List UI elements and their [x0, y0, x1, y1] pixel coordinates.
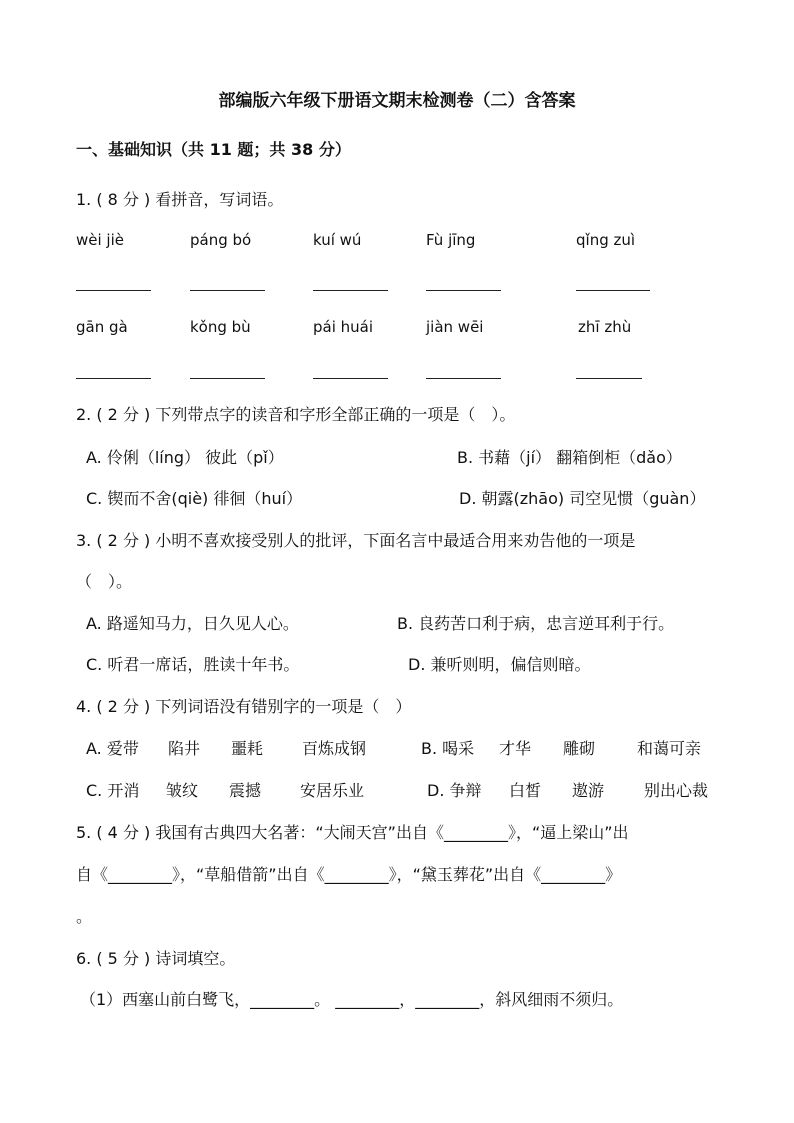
answer-blank[interactable] [313, 290, 388, 291]
question-4-d-word: 遨游 [572, 781, 605, 800]
answer-blank[interactable] [76, 290, 151, 291]
question-3-option-a[interactable]: A. 路遥知马力，日久见人心。 [86, 614, 299, 633]
question-4-b-word: 雕砌 [563, 739, 596, 758]
question-2-option-b[interactable]: B. 书藉（jí） 翻箱倒柜（dǎo） [457, 448, 682, 467]
pinyin-2-1: gān gà [76, 318, 128, 336]
pinyin-2-4: jiàn wēi [426, 318, 484, 336]
question-3-stem-cont: （ ）。 [76, 572, 133, 591]
question-6-stem: 6. ( 5 分 ) 诗词填空。 [76, 949, 236, 968]
question-4-stem: 4. ( 2 分 ) 下列词语没有错别字的一项是（ ） [76, 697, 412, 716]
question-2-option-a[interactable]: A. 伶俐（líng） 彼此（pǐ） [86, 448, 284, 467]
answer-blank[interactable] [576, 378, 642, 379]
page-title: 部编版六年级下册语文期末检测卷（二）含答案 [218, 91, 576, 111]
question-4-d-word: 白皙 [509, 781, 542, 800]
pinyin-1-2: páng bó [190, 231, 252, 249]
question-4-option-d[interactable]: D. 争辩 [427, 781, 482, 800]
question-6-line-1: （1）西塞山前白鹭飞，________。 ________，________，斜风细雨不须归。 [80, 990, 624, 1009]
question-4-option-b[interactable]: B. 喝采 [421, 739, 475, 758]
pinyin-2-2: kǒng bù [190, 318, 251, 336]
question-4-d-word: 别出心裁 [644, 781, 709, 800]
answer-blank[interactable] [76, 378, 151, 379]
question-5-line-2: 自《________》，“草船借箭”出自《________》，“黛玉葬花”出自《________》 [76, 865, 622, 884]
question-4-a-word: 噩耗 [231, 739, 264, 758]
pinyin-2-5: zhī zhù [578, 318, 632, 336]
answer-blank[interactable] [576, 290, 650, 291]
question-4-option-a[interactable]: A. 爱带 [86, 739, 139, 758]
question-2-stem: 2. ( 2 分 ) 下列带点字的读音和字形全部正确的一项是（ ）。 [76, 405, 516, 424]
question-4-a-word: 陷井 [168, 739, 201, 758]
answer-blank[interactable] [426, 290, 501, 291]
question-4-c-word: 皱纹 [166, 781, 199, 800]
answer-blank[interactable] [190, 290, 265, 291]
question-3-option-b[interactable]: B. 良药苦口利于病，忠言逆耳利于行。 [397, 614, 675, 633]
question-4-option-c[interactable]: C. 开消 [86, 781, 140, 800]
pinyin-1-4: Fù jīng [426, 231, 476, 249]
question-4-b-word: 才华 [499, 739, 532, 758]
question-5-line-3: 。 [76, 907, 93, 926]
question-3-option-d[interactable]: D. 兼听则明，偏信则暗。 [408, 655, 591, 674]
question-2-option-c[interactable]: C. 锲而不舍(qiè) 徘徊（huí） [86, 489, 303, 508]
pinyin-1-5: qǐng zuì [576, 231, 636, 249]
pinyin-2-3: pái huái [313, 318, 374, 336]
question-3-stem: 3. ( 2 分 ) 小明不喜欢接受别人的批评，下面名言中最适合用来劝告他的一项是 [76, 531, 636, 550]
question-4-c-word: 安居乐业 [300, 781, 365, 800]
question-1-stem: 1. ( 8 分 ) 看拼音，写词语。 [76, 190, 284, 209]
pinyin-1-3: kuí wú [313, 231, 362, 249]
question-4-a-word: 百炼成钢 [302, 739, 367, 758]
answer-blank[interactable] [313, 378, 388, 379]
answer-blank[interactable] [190, 378, 265, 379]
question-2-option-d[interactable]: D. 朝露(zhāo) 司空见惯（guàn） [459, 489, 706, 508]
answer-blank[interactable] [426, 378, 501, 379]
question-4-c-word: 震撼 [229, 781, 262, 800]
question-4-b-word: 和蔼可亲 [637, 739, 702, 758]
question-5-line-1: 5. ( 4 分 ) 我国有古典四大名著：“大闹天宫”出自《________》，“逼上梁山”出 [76, 823, 629, 842]
pinyin-1-1: wèi jiè [76, 231, 124, 249]
section-heading: 一、基础知识（共 11 题；共 38 分） [76, 140, 351, 159]
question-3-option-c[interactable]: C. 听君一席话，胜读十年书。 [86, 655, 300, 674]
